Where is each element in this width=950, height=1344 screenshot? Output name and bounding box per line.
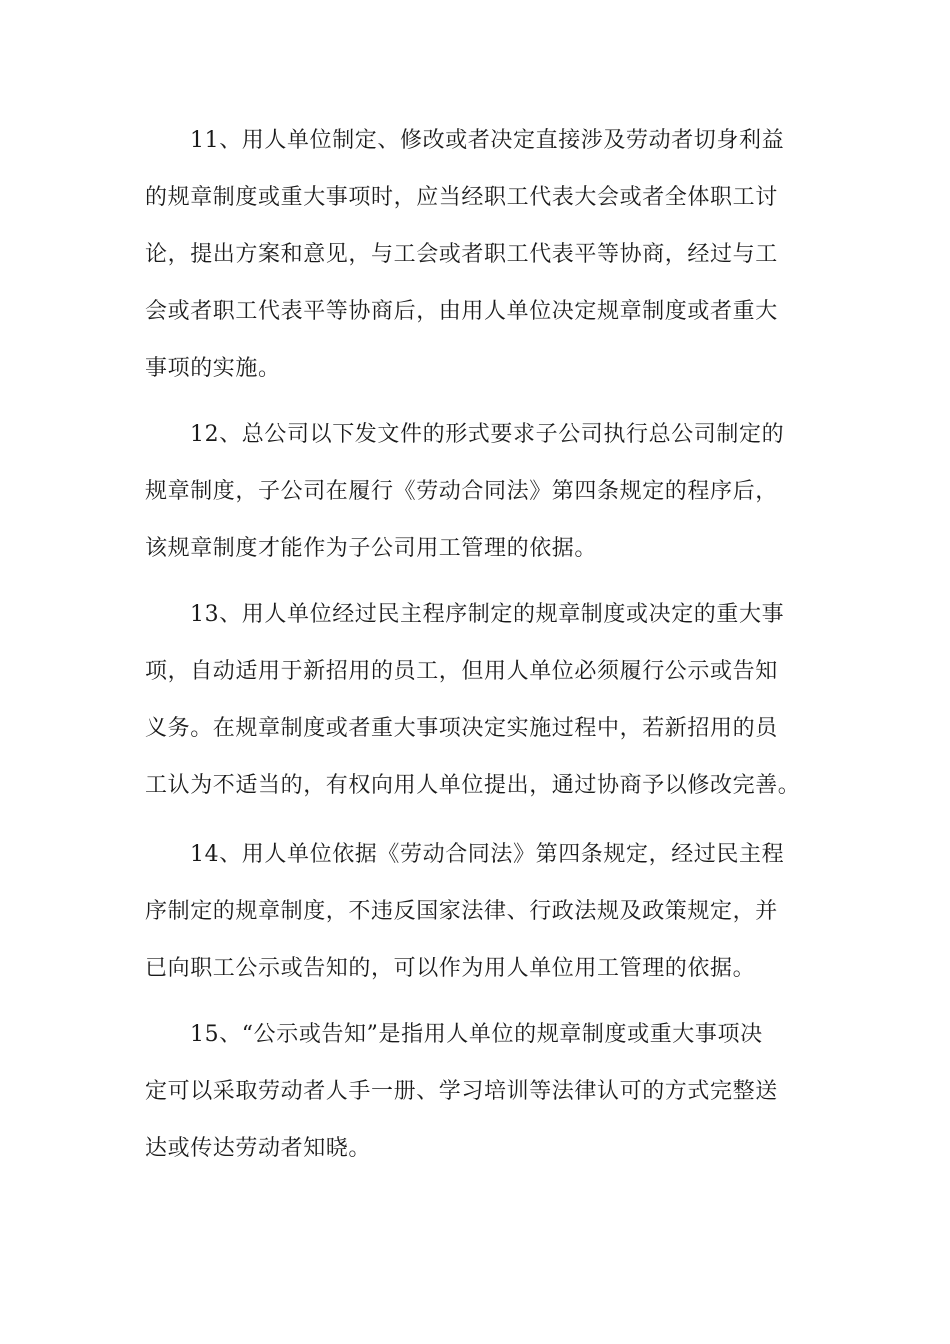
text-line: 论，提出方案和意见，与工会或者职工代表平等协商，经过与工: [145, 242, 778, 267]
text-line: 义务。在规章制度或者重大事项决定实施过程中，若新招用的员: [145, 716, 778, 741]
text-line: 的规章制度或重大事项时，应当经职工代表大会或者全体职工讨: [145, 185, 778, 210]
text-line: 事项的实施。: [145, 356, 281, 381]
paragraph-14: [145, 826, 825, 997]
text-line: 项，自动适用于新招用的员工，但用人单位必须履行公示或告知: [145, 659, 778, 684]
text-line: 该规章制度才能作为子公司用工管理的依据。: [145, 536, 598, 561]
text-line: 12、总公司以下发文件的形式要求子公司执行总公司制定的: [190, 422, 785, 447]
text-line: 13、用人单位经过民主程序制定的规章制度或决定的重大事: [190, 602, 785, 627]
paragraph-13: [145, 586, 825, 814]
text-line: 定可以采取劳动者人手一册、学习培训等法律认可的方式完整送: [145, 1079, 778, 1104]
text-line: 11、用人单位制定、修改或者决定直接涉及劳动者切身利益: [190, 128, 785, 153]
paragraph-11: [145, 112, 825, 397]
text-line: 序制定的规章制度，不违反国家法律、行政法规及政策规定，并: [145, 899, 778, 924]
text-line: 会或者职工代表平等协商后，由用人单位决定规章制度或者重大: [145, 299, 778, 324]
text-line: 已向职工公示或告知的，可以作为用人单位用工管理的依据。: [145, 956, 756, 981]
text-line: 15、“公示或告知”是指用人单位的规章制度或重大事项决: [190, 1022, 763, 1047]
text-line: 规章制度，子公司在履行《劳动合同法》第四条规定的程序后，: [145, 479, 778, 504]
paragraph-15: [145, 1006, 825, 1177]
text-line: 14、用人单位依据《劳动合同法》第四条规定，经过民主程: [190, 842, 785, 867]
text-line: 达或传达劳动者知晓。: [145, 1136, 372, 1161]
text-line: 工认为不适当的，有权向用人单位提出，通过协商予以修改完善。: [145, 773, 801, 798]
paragraph-12: [145, 406, 825, 577]
